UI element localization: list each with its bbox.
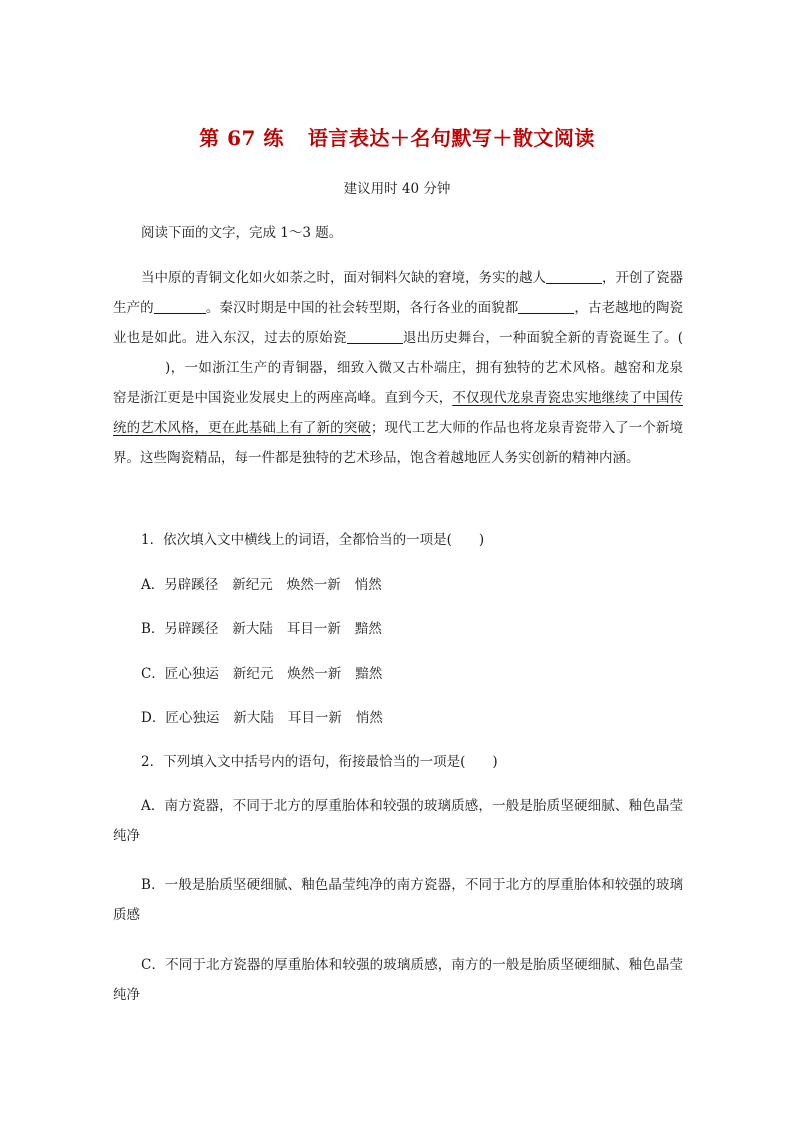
fill-blank-1: [546, 269, 602, 284]
q1-option-c: C．匠心独运 新纪元 焕然一新 黯然: [141, 666, 383, 682]
q2-option-a: A．南方瓷器，不同于北方的厚重胎体和较强的玻璃质感，一般是胎质坚硬细腻、釉色晶莹纯净: [113, 798, 683, 844]
question-1-stem: 1．依次填入文中横线上的词语，全都恰当的一项是( ): [141, 532, 485, 548]
fill-blank-2: [154, 299, 206, 314]
reading-passage: 当中原的青铜文化如火如荼之时，面对铜料欠缺的窘境，务实的越人 ，开创了瓷器生产的 。秦汉时期是中国的社会转型期，各行各业的面貌都 ，古老越地的陶瓷业也是如此。进入东汉，过去的原始瓷 退出历史舞台，一种面貌全新的青瓷诞生了。()，一如浙江生产的青铜器，细致入微又古朴端庄，拥有独特的艺术风格。越窑和龙泉窑是浙江更是中国瓷业发展史上的两座高峰。直到今天，不仅现代龙泉青瓷忠实地继续了中国传统的艺术风格，更在此基础上有了新的突破；现代工艺大师的作品也将龙泉青瓷带入了一个新境界。这些陶瓷精品，每一件都是独特的艺术珍品，饱含着越地匠人务实创新的精神内涵。: [113, 270, 684, 466]
suggested-time: 建议用时 40 分钟: [343, 181, 451, 197]
title-topic: 语言表达＋名句默写＋散文阅读: [307, 126, 595, 150]
q1-option-a: A．另辟蹊径 新纪元 焕然一新 悄然: [141, 577, 382, 593]
underlined-sentence: 不仅现代龙泉青瓷忠实地继续了中国传统的艺术风格，更在此基础上有了新的突破: [113, 390, 684, 436]
q2-option-c: C．不同于北方瓷器的厚重胎体和较强的玻璃质感，南方的一般是胎质坚硬细腻、釉色晶莹纯净: [113, 957, 683, 1003]
title-exercise-number: 第 67 练: [199, 126, 284, 150]
reading-instruction: 阅读下面的文字，完成 1～3 题。: [141, 225, 343, 241]
q1-option-b: B．另辟蹊径 新大陆 耳目一新 黯然: [141, 621, 382, 637]
q2-option-b: B．一般是胎质坚硬细腻、釉色晶莹纯净的南方瓷器，不同于北方的厚重胎体和较强的玻璃质感: [113, 877, 683, 923]
fill-blank-4: [347, 329, 403, 344]
page-title: [0, 124, 794, 152]
question-2-stem: 2．下列填入文中括号内的语句，衔接最恰当的一项是( ): [141, 754, 498, 770]
fill-blank-3: [518, 299, 574, 314]
q1-option-d: D．匠心独运 新大陆 耳目一新 悄然: [141, 710, 383, 726]
